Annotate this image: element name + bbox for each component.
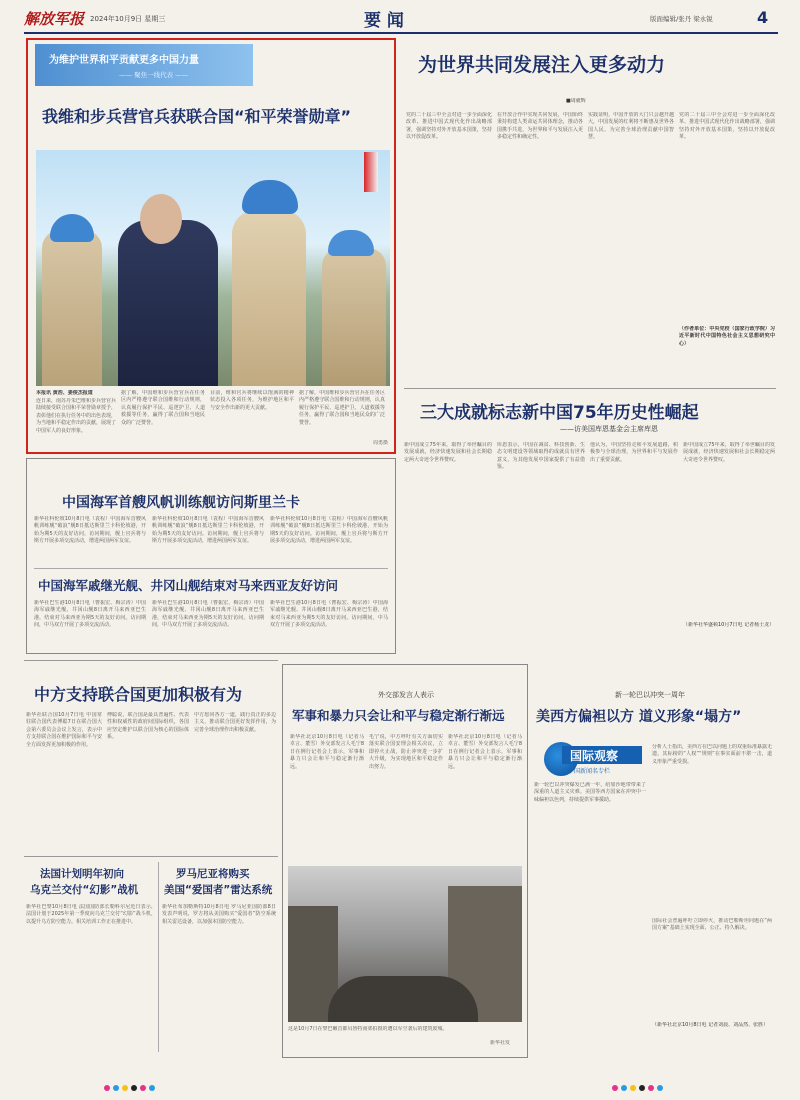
story-kicker: 外交部发言人表示 — [378, 691, 434, 699]
masthead-rule — [24, 32, 778, 34]
story-headline: 为世界共同发展注入更多动力 — [418, 54, 666, 76]
page-editors: 版面编辑/张丹 梁永锐 — [650, 15, 713, 23]
shanghai-col-4: 党的二十届三中全会对进一步全面深化改革、推进中国式现代化作出战略部署，强调坚持对外开放基本国策，坚持以开放促改革。 — [679, 112, 775, 141]
peacekeeper-figure — [42, 230, 102, 386]
color-dot — [104, 1085, 110, 1091]
peacekeeper-photo — [36, 150, 390, 386]
naval-visit-2-col-2: 新华社巴生港10月8日电（曹振宏、梅宗涛）中国海军戚继光舰、井冈山舰8日离开马来西亚巴生港，结束对马来西亚为期5天的友好访问。访问期间，中马双方开展了多项交流活动。 — [152, 600, 264, 629]
lead-headline: 我维和步兵营官兵获联合国“和平荣誉勋章” — [42, 107, 352, 126]
color-dot — [149, 1085, 155, 1091]
achievements-col-1: 新中国成立75年来，取得了举世瞩目的发展成就，经济快速发展和社会长期稳定两大奇迹令世界赞叹。 — [404, 442, 492, 463]
column-badge — [544, 742, 642, 776]
color-dot — [122, 1085, 128, 1091]
shanghai-author-note: （作者单位：中央党校（国家行政学院）习近平新时代中国特色社会主义思想研究中心） — [679, 326, 775, 347]
lead-byline: 本报讯 黄浩、姜俊杰报道 — [36, 390, 93, 396]
issue-date: 2024年10月9日 星期三 — [90, 15, 166, 23]
page-number: 4 — [757, 8, 769, 27]
un-support-col-1: 新华社联合国10月7日电 中国常驻联合国代表傅聪7日在联合国大会第六委员会会议上发言，表示中方支持联合国在维护国际和平与安全方面发挥更加积极的作用。 — [26, 712, 102, 748]
photo-caption: 这是10月7日在黎巴嫩首都贝鲁特南郊拍摄的遭以军空袭后的建筑废墟。 — [288, 1026, 448, 1032]
naval-visit-2-col-1: 新华社巴生港10月8日电（曹振宏、梅宗涛）中国海军戚继光舰、井冈山舰8日离开马来西亚巴生港，结束对马来西亚为期5天的友好访问。访问期间，中马双方开展了多项交流活动。 — [34, 600, 146, 629]
color-dot — [131, 1085, 137, 1091]
color-dot — [621, 1085, 627, 1091]
us-col-1: 新一轮巴以冲突爆发已满一年，给加沙地带带来了深重的人道主义灾难。美国等西方国家在冲突中一味偏袒以色列，持续提供军事援助。 — [534, 782, 646, 803]
story-headline: 军事和暴力只会让和平与稳定渐行渐远 — [292, 708, 505, 723]
divider — [24, 856, 278, 857]
naval-visit-1-col-3: 新华社科伦坡10月8日电（袁程）中国海军首艘风帆训练舰“破浪”舰8日抵达斯里兰卡科伦坡港，开始为期5天的友好访问。访问期间，舰上官兵将与斯方开展多项交流活动，增进两国两军友谊。 — [270, 516, 388, 545]
column-sublabel: 中国新闻名专栏 — [568, 768, 611, 775]
story-kicker: 新一轮巴以冲突一周年 — [615, 691, 685, 699]
romania-body: 新华社布加勒斯特10月8日电 罗马尼亚国防部8日发表声明说，罗方将从美国购买“爱国者”防空系统相关雷达设备，以加强本国防空能力。 — [162, 904, 276, 925]
footer-color-bar — [104, 1076, 184, 1084]
lead-body-col-3: 目前，维和官兵将继续以饱满的精神状态投入各项任务，为维护地区和平与安全作出新的更大贡献。 — [210, 390, 294, 411]
achievements-col-2: 库恩表示，中国在减贫、科技创新、生态文明建设等领域取得的成就具有世界意义，为其他发展中国家提供了有益借鉴。 — [497, 442, 585, 471]
divider — [158, 862, 159, 1052]
color-dot — [630, 1085, 636, 1091]
story-headline-line-1: 法国计划明年初向 — [40, 868, 124, 880]
divider — [404, 388, 776, 389]
blue-helmet — [50, 214, 94, 242]
military-col-2: 毛宁说，中方呼吁有关方面切实落实联合国安理会相关决议，立即停火止战，防止冲突进一步扩大升级，为实现地区和平稳定作出努力。 — [369, 734, 443, 770]
divider — [24, 660, 278, 661]
story-author: ■周就辉 — [566, 98, 586, 104]
military-col-1: 新华社北京10月8日电（记者马卓言、董雪）外交部发言人毛宁8日在例行记者会上表示，军事和暴力只会让和平与稳定渐行渐远。 — [290, 734, 364, 770]
un-support-col-2: 傅聪说，联合国是最具普遍性、代表性和权威性的政府间国际组织，各国应坚定维护以联合国为核心的国际体系。 — [107, 712, 189, 741]
achievements-col-4: 新中国成立75年来，取得了举世瞩目的发展成就，经济快速发展和社会长期稳定两大奇迹令世界赞叹。 — [683, 442, 775, 463]
color-dot — [612, 1085, 618, 1091]
lead-body-col-2: 据了解，中国维和步兵营官兵在任务区内严格遵守联合国维和行动规则，认真履行保护平民、巡逻护卫、人道救援等任务，赢得了联合国和当地民众的广泛赞誉。 — [121, 390, 205, 426]
blue-helmet — [242, 180, 298, 214]
newspaper-logo: 解放军报 — [24, 10, 85, 28]
lead-body-col-1: 连日来，南苏丹朱巴维和步兵营官兵陆续接受联合国和平荣誉勋章授予，表彰他们在执行任务中的出色表现，为当地和平稳定作出的贡献，展现了中国军人的良好形象。 — [36, 398, 116, 434]
shanghai-col-1: 党的二十届三中全会对进一步全面深化改革、推进中国式现代化作出战略部署，强调坚持对外开放基本国策，坚持以开放促改革。 — [406, 112, 492, 141]
rubble — [328, 976, 478, 1022]
us-credit: （新华社北京10月8日电 记者刘晨、刘品然、张胜） — [652, 1022, 769, 1028]
divider — [34, 568, 388, 569]
color-dot — [657, 1085, 663, 1091]
military-col-3: 新华社北京10月8日电（记者马卓言、董雪）外交部发言人毛宁8日在例行记者会上表示，军事和暴力只会让和平与稳定渐行渐远。 — [448, 734, 522, 770]
naval-visit-1-col-2: 新华社科伦坡10月8日电（袁程）中国海军首艘风帆训练舰“破浪”舰8日抵达斯里兰卡科伦坡港，开始为期5天的友好访问。访问期间，舰上官兵将与斯方开展多项交流活动，增进两国两军友谊。 — [152, 516, 264, 545]
color-dot — [648, 1085, 654, 1091]
section-title: 要 闻 — [364, 11, 404, 31]
footer-color-bar — [612, 1076, 692, 1084]
story-headline-line-2: 乌克兰交付“幻影”战机 — [30, 884, 139, 896]
france-body: 新华社巴黎10月8日电 法国国防部长勒科尔尼近日表示，法国计划于2025年第一季度向乌克兰交付“幻影”战斗机，以提升乌方防空能力。相关培训工作正在推进中。 — [26, 904, 156, 925]
story-headline: 中方支持联合国更加积极有为 — [34, 685, 243, 704]
achievements-col-3: 他认为，中国坚持走和平发展道路，积极参与全球治理，为世界和平与发展作出了重要贡献。 — [590, 442, 678, 463]
masthead — [24, 6, 778, 32]
story-headline: 三大成就标志新中国75年历史性崛起 — [420, 403, 699, 423]
lead-banner — [35, 44, 253, 86]
story-headline-line-2: 美国“爱国者”雷达系统 — [164, 884, 273, 896]
beirut-photo — [288, 866, 522, 1022]
color-dot — [113, 1085, 119, 1091]
us-col-2: 分析人士指出，美西方在巴以问题上的双重标准暴露无遗，其标榜的“人权”“规则”在事实面前不堪一击，道义形象严重受损。 — [652, 744, 772, 765]
official-figure — [118, 220, 218, 386]
peacekeeper-figure — [232, 210, 306, 386]
un-support-col-3: 中方愿同各方一道，践行真正的多边主义，推动联合国更好发挥作用，为完善全球治理作出积极贡献。 — [194, 712, 276, 733]
story-headline: 中国海军戚继光舰、井冈山舰结束对马来西亚友好访问 — [38, 578, 339, 593]
column-label-box — [562, 746, 642, 764]
story-headline: 中国海军首艘风帆训练舰访问斯里兰卡 — [62, 495, 300, 511]
story-subtitle: ——访美国库恩基金会主席库恩 — [560, 425, 658, 433]
shanghai-col-2: 在开放合作中实现共同发展，中国始终秉持构建人类命运共同体理念，推动各国携手共进，为世界和平与发展注入更多稳定性和确定性。 — [497, 112, 583, 141]
color-dot — [140, 1085, 146, 1091]
blue-helmet — [328, 230, 374, 256]
banner-title: 为维护世界和平贡献更多中国力量 — [49, 55, 199, 66]
us-col-3: 国际社会普遍呼吁立即停火，推动巴勒斯坦问题在“两国方案”基础上实现全面、公正、持久解决。 — [652, 918, 772, 932]
photo-credit: 新华社发 — [490, 1040, 511, 1046]
official-head — [140, 194, 182, 244]
flag-icon — [364, 152, 378, 192]
shanghai-col-3: 实践证明，中国开放的大门只会越开越大，中国发展的红利将不断惠及世界各国人民，为完善全球治理贡献中国智慧。 — [588, 112, 674, 141]
lead-photo-credit: 周勇摄 — [372, 440, 388, 446]
peacekeeper-figure — [322, 248, 386, 386]
story-headline-line-1: 罗马尼亚将购买 — [176, 868, 250, 880]
achievements-credit: （新华社华盛顿10月7日电 记者杨士龙） — [683, 622, 775, 628]
naval-visit-2-col-3: 新华社巴生港10月8日电（曹振宏、梅宗涛）中国海军戚继光舰、井冈山舰8日离开马来西亚巴生港，结束对马来西亚为期5天的友好访问。访问期间，中马双方开展了多项交流活动。 — [270, 600, 388, 629]
story-headline: 美西方偏袒以方 道义形象“塌方” — [536, 709, 742, 725]
lead-body-col-4: 据了解，中国维和步兵营官兵在任务区内严格遵守联合国维和行动规则，认真履行保护平民、巡逻护卫、人道救援等任务，赢得了联合国和当地民众的广泛赞誉。 — [299, 390, 385, 426]
banner-subtitle: —— 聚焦一线代表 —— — [119, 71, 189, 79]
naval-visit-1-col-1: 新华社科伦坡10月8日电（袁程）中国海军首艘风帆训练舰“破浪”舰8日抵达斯里兰卡科伦坡港，开始为期5天的友好访问。访问期间，舰上官兵将与斯方开展多项交流活动，增进两国两军友谊。 — [34, 516, 146, 545]
color-dot — [639, 1085, 645, 1091]
column-label: 国际观察 — [570, 749, 619, 763]
